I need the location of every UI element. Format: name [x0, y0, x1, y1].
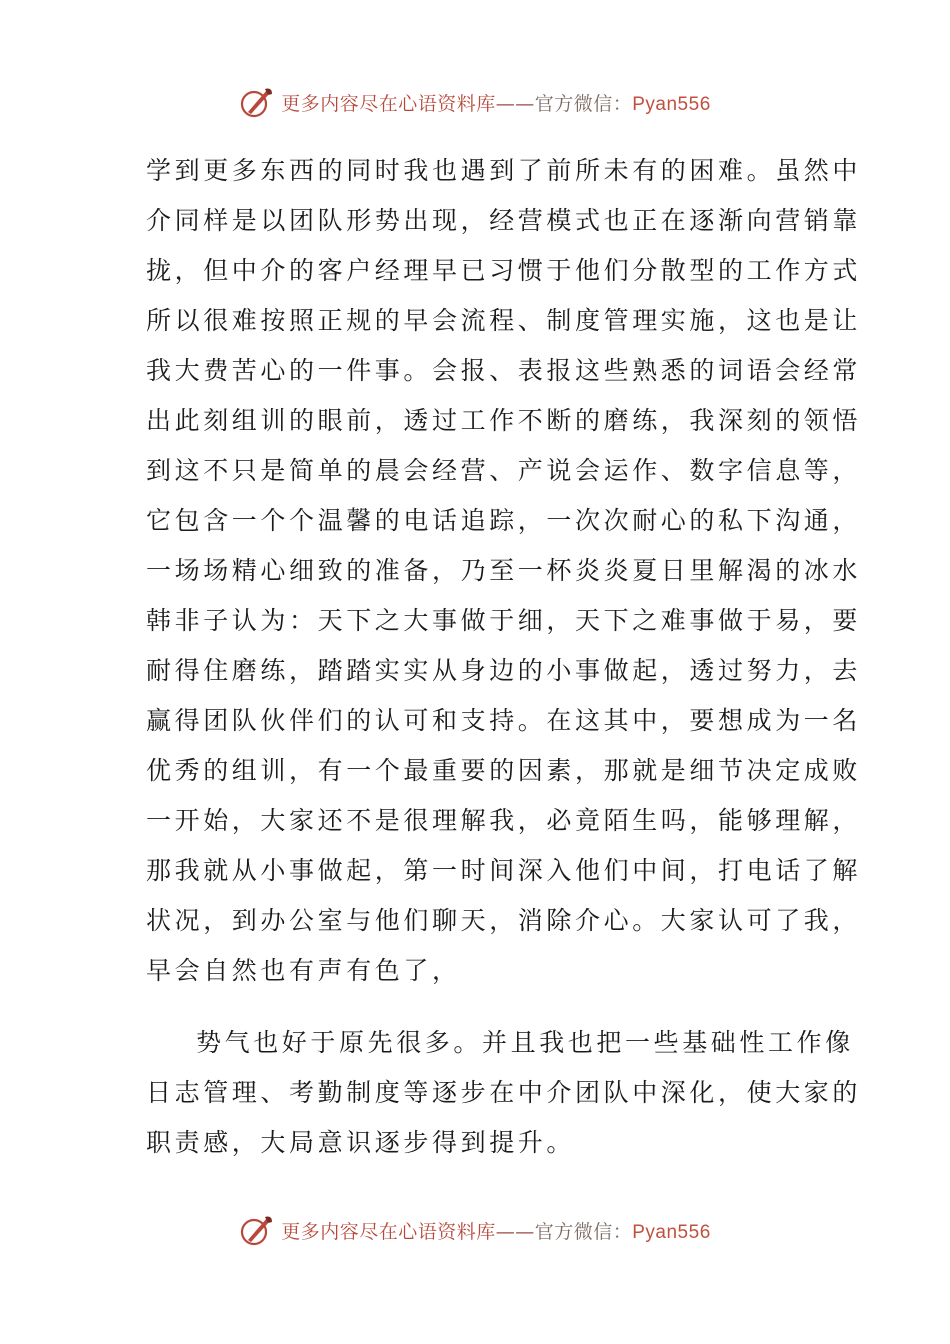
text-line: 到这不只是简单的晨会经营、产说会运作、数字信息等， [146, 456, 862, 485]
text-line: 职责感，大局意识逐步得到提升。 [146, 1128, 576, 1157]
footer-separator: —— [495, 1220, 535, 1243]
text-line: 一场场精心细致的准备，乃至一杯炎炎夏日里解渴的冰水 [146, 556, 862, 585]
footer-site-text: 更多内容尽在心语资料库 [281, 1220, 496, 1243]
text-line: 出此刻组训的眼前，透过工作不断的磨练，我深刻的领悟 [146, 406, 862, 435]
footer-banner [0, 1210, 950, 1250]
document-body [146, 146, 862, 1168]
footer-contact-label: 官方微信： [534, 1220, 633, 1243]
text-line: 介同样是以团队形势出现，经营模式也正在逐渐向营销靠 [146, 206, 862, 235]
text-line: 优秀的组训，有一个最重要的因素，那就是细节决定成败 [146, 756, 862, 785]
text-line: 耐得住磨练，踏踏实实从身边的小事做起，透过努力，去 [146, 656, 862, 685]
text-line: 我大费苦心的一件事。会报、表报这些熟悉的词语会经常 [146, 356, 862, 385]
header-wechat-id: Pyan556 [632, 93, 711, 115]
footer-banner-text [281, 1217, 711, 1244]
text-line: 韩非子认为：天下之大事做于细，天下之难事做于易，要 [146, 606, 862, 635]
text-line: 一开始，大家还不是很理解我，必竟陌生吗，能够理解， [146, 806, 862, 835]
quill-pen-logo-icon [239, 1212, 275, 1248]
paragraph-1 [146, 146, 862, 996]
header-banner-text [281, 89, 711, 116]
paragraph-2 [146, 1018, 862, 1168]
header-site-text: 更多内容尽在心语资料库 [281, 92, 496, 115]
header-contact-label: 官方微信： [534, 92, 633, 115]
text-line: 状况，到办公室与他们聊天，消除介心。大家认可了我， [146, 906, 862, 935]
quill-pen-logo-icon [239, 84, 275, 120]
text-line: 早会自然也有声有色了， [146, 956, 461, 985]
text-line: 所以很难按照正规的早会流程、制度管理实施，这也是让 [146, 306, 862, 335]
text-line: 它包含一个个温馨的电话追踪，一次次耐心的私下沟通， [146, 506, 862, 535]
header-banner [0, 82, 950, 122]
text-line: 赢得团队伙伴们的认可和支持。在这其中，要想成为一名 [146, 706, 862, 735]
text-line: 拢，但中介的客户经理早已习惯于他们分散型的工作方式 [146, 256, 862, 285]
header-separator: —— [495, 92, 535, 115]
text-line: 日志管理、考勤制度等逐步在中介团队中深化，使大家的 [146, 1078, 862, 1107]
footer-wechat-id: Pyan556 [632, 1221, 711, 1243]
text-line: 那我就从小事做起，第一时间深入他们中间，打电话了解 [146, 856, 862, 885]
text-line: 学到更多东西的同时我也遇到了前所未有的困难。虽然中 [146, 156, 862, 185]
text-line: 势气也好于原先很多。并且我也把一些基础性工作像 [196, 1028, 854, 1057]
